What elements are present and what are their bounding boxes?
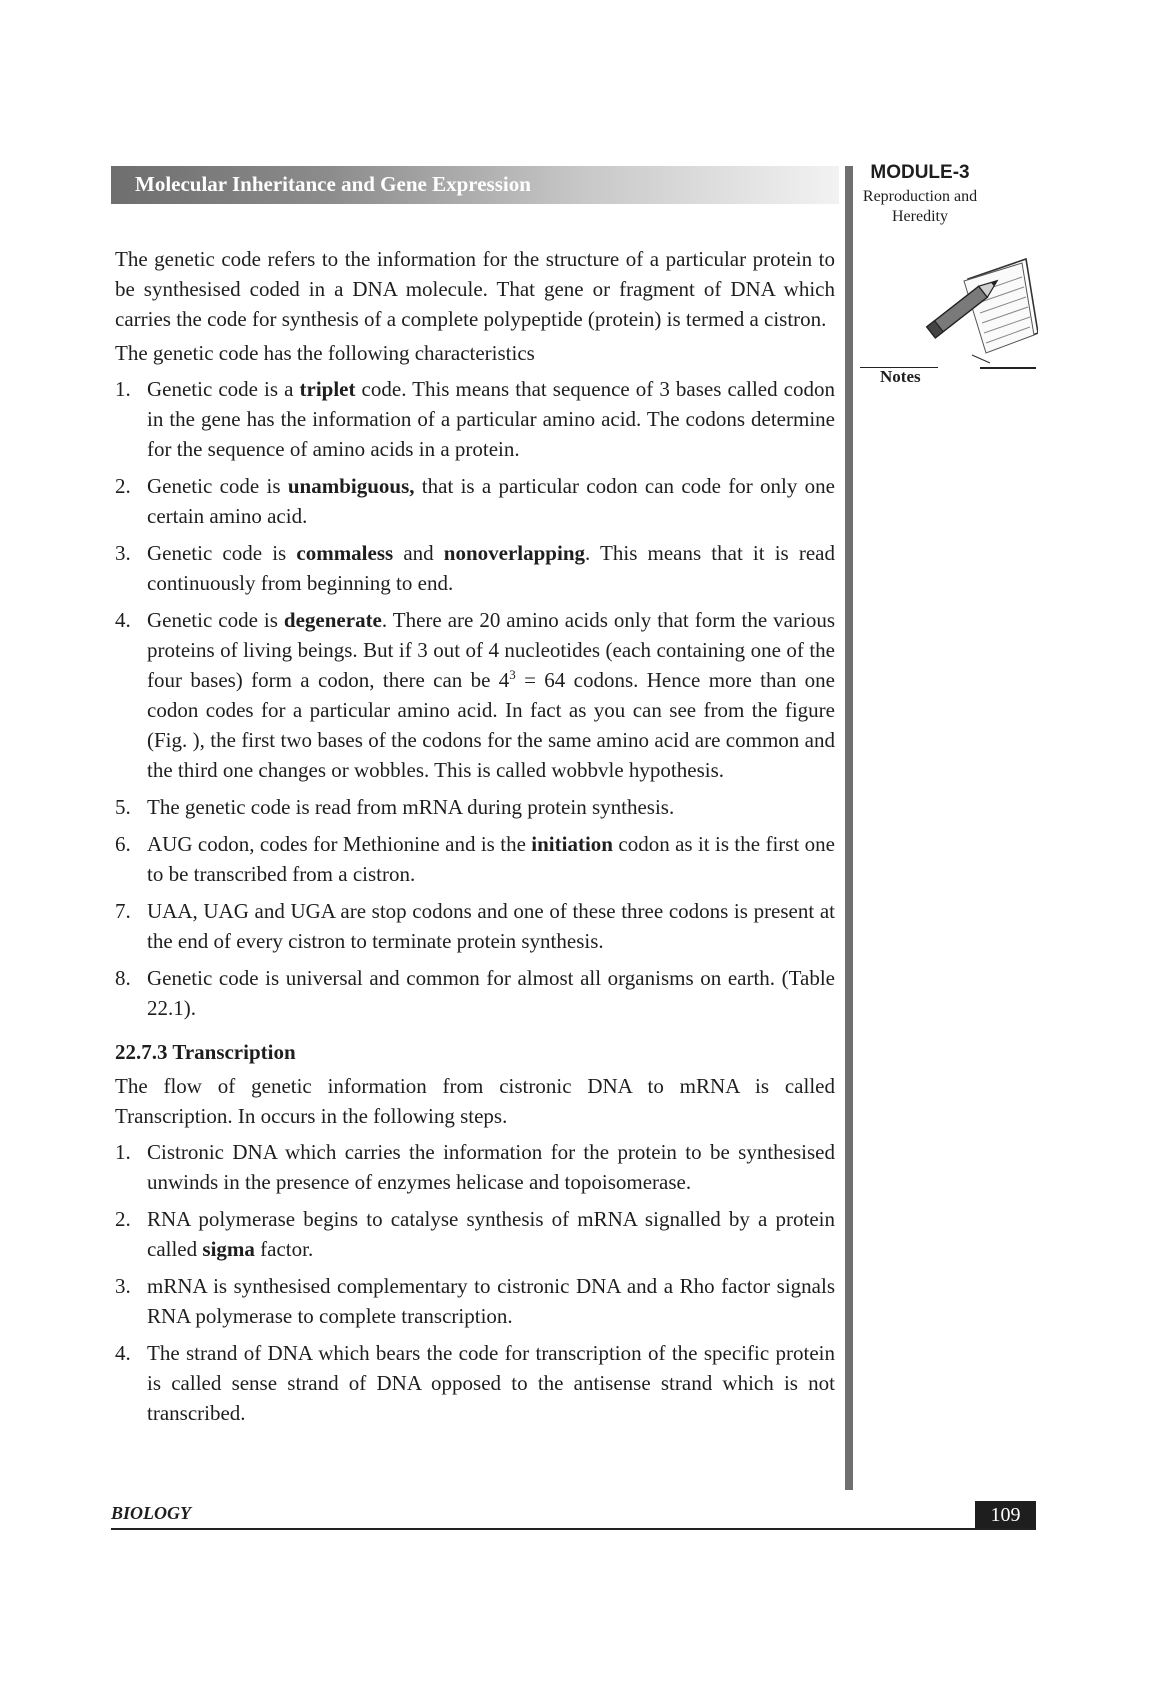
list-item: 1. Genetic code is a triplet code. This means that sequence of 3 bases called codon in the gene has the information of a particular amino acid. The codons determine for the sequence of amino acids in a protein.: [115, 377, 835, 461]
list-item: 7. UAA, UAG and UGA are stop codons and one of these three codons is present at the end of every cistron to terminate protein synthesis.: [115, 899, 835, 953]
page-number: 109: [975, 1501, 1036, 1529]
intro-characteristics: The genetic code has the following characteristics: [115, 341, 535, 365]
list-item: 1. Cistronic DNA which carries the information for the protein to be synthesised unwinds in the presence of enzymes helicase and topoisomerase.: [115, 1140, 835, 1194]
characteristics-list: [115, 374, 835, 1023]
chapter-title: Molecular Inheritance and Gene Expression: [135, 172, 531, 196]
section-heading: 22.7.3 Transcription: [115, 1040, 296, 1064]
list-item: 4. The strand of DNA which bears the code for transcription of the specific protein is called sense strand of DNA opposed to the antisense strand which is not transcribed.: [115, 1341, 835, 1425]
footer-rule: [111, 1528, 1036, 1530]
module-title: MODULE-3: [870, 162, 970, 183]
list-item: 5. The genetic code is read from mRNA during protein synthesis.: [115, 795, 675, 819]
main-content: [115, 244, 835, 1435]
notes-label: Notes: [880, 367, 921, 386]
transcription-steps: [115, 1137, 835, 1428]
module-subtitle-line2: Heredity: [892, 208, 948, 225]
footer-subject: BIOLOGY: [111, 1503, 191, 1523]
list-item: 3. Genetic code is commaless and nonoverlapping. This means that it is read continuously from beginning to end.: [115, 541, 836, 595]
module-subtitle: [856, 187, 984, 227]
transcription-intro: The flow of genetic information from cistronic DNA to mRNA is called Transcription. In occurs in the following steps.: [115, 1074, 835, 1128]
list-item: 2. RNA polymerase begins to catalyse synthesis of mRNA signalled by a protein called sigma factor.: [115, 1207, 835, 1261]
intro-paragraph: The genetic code refers to the information for the structure of a particular protein to be synthesised coded in a DNA molecule. That gene or fragment of DNA which carries the code for synthesis of a complete polypeptide (protein) is termed a cistron.: [115, 247, 835, 331]
list-item: 8. Genetic code is universal and common for almost all organisms on earth. (Table 22.1).: [115, 966, 835, 1020]
list-item: 2. Genetic code is unambiguous, that is a particular codon can code for only one certain amino acid.: [115, 474, 835, 528]
notes-rule-right: [980, 367, 1036, 369]
list-item: 3. mRNA is synthesised complementary to cistronic DNA and a Rho factor signals RNA polymerase to complete transcription.: [115, 1274, 835, 1328]
list-item: 4. Genetic code is degenerate. There are 20 amino acids only that form the various proteins of living beings. But if 3 out of 4 nucleotides (each containing one of the four bases) form a codon, there can be $4^3 = 64$ codons. Hence more than one codon codes for a particular amino acid. In fact as you can see from the figure (Fig. ), the first two bases of the codons for the same amino acid are common and the third one changes or wobbles. This is called wobbvle hypothesis.: [115, 608, 835, 782]
pencil-paper-icon: [920, 255, 1038, 382]
module-subtitle-line1: Reproduction and: [862, 188, 978, 205]
list-item: 6. AUG codon, codes for Methionine and is the initiation codon as it is the first one to be transcribed from a cistron.: [115, 832, 836, 886]
margin-divider: [845, 166, 853, 1490]
